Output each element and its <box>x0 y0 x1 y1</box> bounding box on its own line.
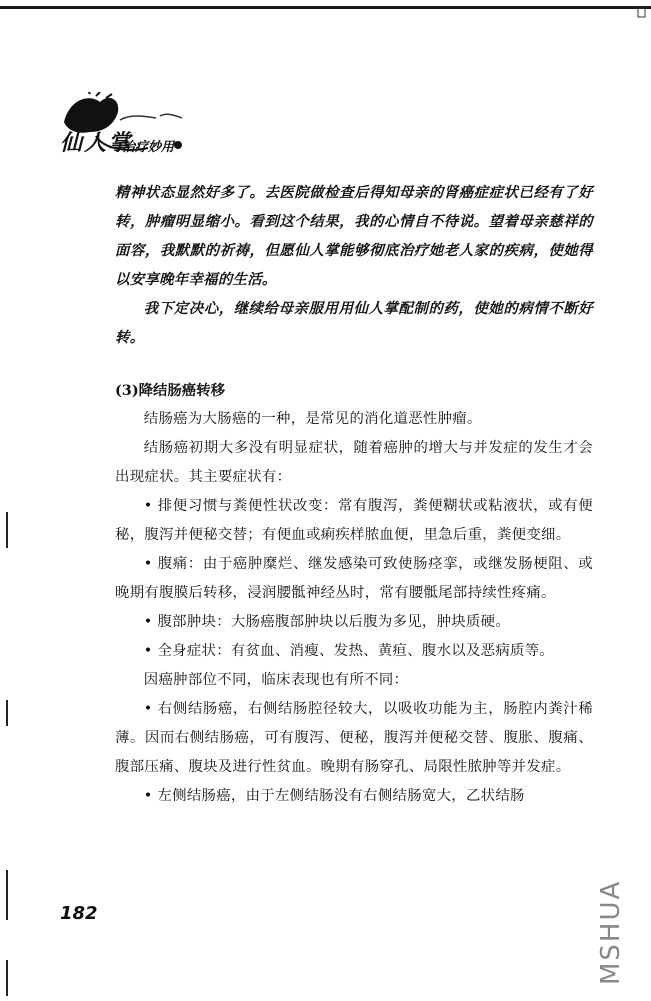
bullet-paragraph: • 腹痛：由于癌肿糜烂、继发感染可致使肠痉挛，或继发肠梗阻、或晚期有腹膜后转移，浸润腰骶神经丛时，常有腰骶尾部持续性疼痛。 <box>115 556 593 601</box>
handwritten-paragraph: 我下定决心，继续给母亲服用用仙人掌配制的药，使她的病情不断好转。 <box>115 300 593 346</box>
bullet-paragraph: • 左侧结肠癌，由于左侧结肠没有右侧结肠宽大，乙状结肠 <box>143 788 525 804</box>
page-number: 182 <box>60 903 98 924</box>
corner-mark-icon <box>635 6 649 20</box>
section-heading: (3)降结肠癌转移 <box>115 382 225 399</box>
body-paragraph: 因癌肿部位不同，临床表现也有所不同： <box>143 672 409 688</box>
logo-subtitle <box>122 136 174 155</box>
watermark: MSHUA <box>596 879 626 985</box>
body-paragraph: 结肠癌为大肠癌的一种，是常见的消化道恶性肿瘤。 <box>143 411 482 427</box>
bullet-paragraph: • 腹部肿块：大肠癌腹部肿块以后腹为多见，肿块质硬。 <box>143 614 511 630</box>
top-rule <box>0 6 651 9</box>
handwritten-paragraph: 精神状态显然好多了。去医院做检查后得知母亲的肾癌症症状已经有了好转，肿瘤明显缩小。看到这个结果，我的心情自不待说。望着母亲慈祥的面容，我默默的祈祷，但愿仙人掌能够彻底治疗她老人家的疾病，使她得以安享晚年幸福的生活。 <box>115 184 593 288</box>
logo-main-text: 仙人掌 <box>60 130 133 156</box>
bullet-paragraph: • 排便习惯与粪便性状改变：常有腹泻，粪便糊状或粘液状，或有便秘，腹泻并便秘交替；有便血或痢疾样脓血便，里急后重，粪便变细。 <box>115 498 593 543</box>
bullet-paragraph: • 全身症状：有贫血、消瘦、发热、黄疸、腹水以及恶病质等。 <box>143 643 555 659</box>
page-content <box>115 178 593 811</box>
scan-edge-mark <box>6 512 8 548</box>
body-paragraph: 结肠癌初期大多没有明显症状，随着癌肿的增大与并发症的发生才会出现症状。其主要症状有： <box>115 440 593 485</box>
scan-edge-mark <box>6 960 8 996</box>
logo-sub-text: 治疗妙用 <box>122 140 175 155</box>
bullet-paragraph: • 右侧结肠癌，右侧结肠腔径较大，以吸收功能为主，肠腔内粪汁稀薄。因而右侧结肠癌，可有腹泻、便秘，腹泻并便秘交替、腹胀、腹痛、腹部压痛、腹块及进行性贫血。晚期有肠穿孔、局限性脓肿等并发症。 <box>115 701 593 775</box>
scan-edge-mark <box>6 870 8 920</box>
scan-edge-mark <box>6 700 8 726</box>
